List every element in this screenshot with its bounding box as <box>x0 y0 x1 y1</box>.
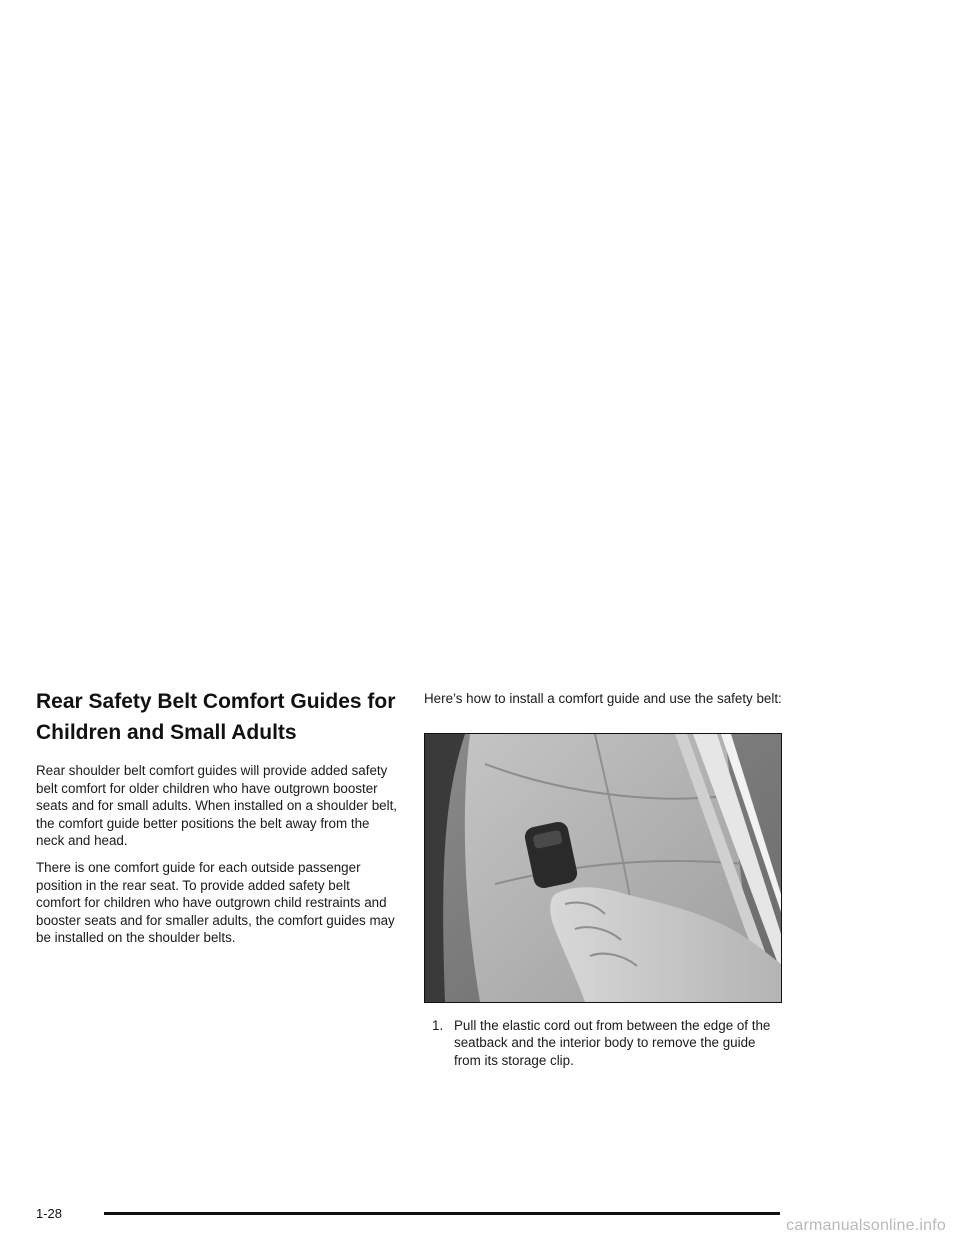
right-column <box>424 690 784 1069</box>
comfort-guide-illustration <box>425 734 781 1002</box>
comfort-guide-photo <box>424 733 782 1003</box>
step-1-text: Pull the elastic cord out from between the edge of the seatback and the interior body to remove the guide from its storage clip. <box>454 1017 771 1068</box>
step-1-number: 1. <box>432 1017 444 1033</box>
page-number: 1-28 <box>36 1206 63 1221</box>
heading-line-1: Rear Safety Belt Comfort Guides for <box>36 690 396 713</box>
footer-rule <box>104 1212 780 1215</box>
paragraph-guides: There is one comfort guide for each outside passenger position in the rear seat. To provide added safety belt comfort for children who have outgrown child restraints and booster seats and for smaller adults, the comfort guides may be installed on the shoulder belts. <box>36 859 395 946</box>
section-heading <box>36 686 398 748</box>
left-column <box>36 686 398 956</box>
step-1 <box>424 1017 784 1070</box>
watermark[interactable]: carmanualsonline.info <box>786 1217 946 1234</box>
paragraph-intro: Rear shoulder belt comfort guides will provide added safety belt comfort for older children who have outgrown booster seats and for small adults. When installed on a shoulder belt, the comfort guide better positions the belt away from the neck and head. <box>36 763 398 849</box>
heading-line-2: Children and Small Adults <box>36 721 297 744</box>
install-intro: Here’s how to install a comfort guide and use the safety belt: <box>424 691 782 706</box>
